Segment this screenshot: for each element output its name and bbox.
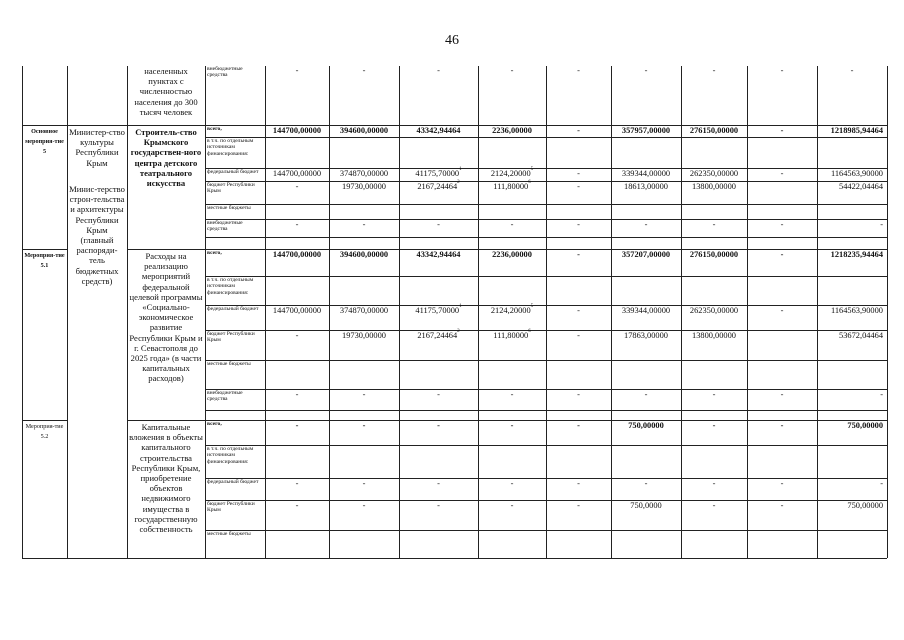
value-cell: 750,00000 [628, 421, 664, 430]
value-cell: - [712, 479, 716, 488]
value-cell: - [437, 421, 440, 430]
value-cell: 2236,00000 [492, 126, 532, 135]
value-cell: - [577, 66, 580, 75]
value-cell: 13800,00000 [692, 182, 736, 191]
value-cell: - [362, 66, 366, 75]
value-cell: 17863,00000 [624, 331, 668, 340]
value-cell: 111,80000$^6$ [493, 180, 531, 191]
funding-source: бюджет Республики Крым [207, 501, 255, 514]
value-cell: 357207,00000 [621, 250, 671, 259]
table-rule [205, 530, 887, 531]
table-rule [205, 204, 887, 205]
table-column-rule [205, 66, 206, 558]
measure-name: Капитальные вложения в объекты капитального строительства Республики Крым, приобретение объектов недвижимого имущества в государственную собственность [129, 422, 203, 535]
value-cell: - [780, 66, 784, 75]
value-cell: - [362, 390, 366, 399]
value-cell: 394600,00000 [339, 126, 389, 135]
table-rule [205, 410, 887, 411]
table-rule [205, 237, 887, 238]
value-cell: - [780, 501, 784, 510]
value-cell: 339344,00000 [621, 169, 671, 178]
funding-source: местные бюджеты [207, 361, 251, 367]
value-cell: - [295, 501, 299, 510]
table-rule [205, 558, 887, 559]
value-cell: 2236,00000 [492, 250, 532, 259]
funding-source: в т.ч. по отдельным источникам финансирования: [207, 446, 254, 465]
value-cell: - [295, 479, 299, 488]
value-cell: 750,0000 [630, 501, 662, 510]
value-cell: - [510, 220, 514, 229]
value-cell: - [510, 421, 514, 430]
value-cell: - [510, 501, 514, 510]
value-cell: 1164563,90000 [830, 306, 883, 315]
funding-source: всего, [207, 421, 222, 427]
value-cell: - [577, 182, 580, 191]
value-cell: - [437, 220, 440, 229]
value-cell: - [644, 66, 648, 75]
value-cell: - [644, 220, 648, 229]
value-cell: 18613,00000 [624, 182, 668, 191]
value-cell: - [295, 66, 299, 75]
value-cell: - [712, 421, 716, 430]
value-cell: 41175,70000$^1$ [415, 167, 462, 178]
value-cell: 2167,24464$^2$ [417, 329, 460, 340]
funding-source: внебюджетные средства [207, 220, 243, 233]
table-rule [205, 276, 887, 277]
table-rule [22, 249, 67, 250]
funding-source: в т.ч. по отдельным источникам финансирования: [207, 138, 254, 157]
value-cell: 54422,04464 [839, 182, 883, 191]
value-cell: 339344,00000 [621, 306, 671, 315]
funding-source: местные бюджеты [207, 205, 251, 211]
value-cell: - [644, 390, 648, 399]
value-cell: - [362, 501, 366, 510]
table-column-rule [887, 66, 888, 558]
value-cell: 374870,00000 [339, 169, 389, 178]
value-cell: - [850, 66, 854, 75]
table-rule [205, 137, 887, 138]
value-cell: - [780, 479, 784, 488]
value-cell: - [437, 390, 440, 399]
value-cell: 41175,70000$^1$ [415, 304, 462, 315]
value-cell: - [295, 331, 299, 340]
value-cell: - [780, 390, 784, 399]
value-cell: - [780, 421, 784, 430]
funding-source: федеральный бюджет [207, 169, 259, 175]
value-cell: - [577, 501, 580, 510]
value-cell: - [577, 390, 580, 399]
value-cell: - [577, 421, 580, 430]
value-cell: 144700,00000 [272, 306, 322, 315]
value-cell: 144700,00000 [272, 126, 322, 135]
value-cell: 43342,94464 [416, 126, 461, 135]
value-cell: - [780, 169, 784, 178]
value-cell: 53672,04464 [839, 331, 883, 340]
value-cell: - [437, 479, 440, 488]
table-rule [205, 445, 887, 446]
value-cell: - [577, 220, 580, 229]
value-cell: 43342,94464 [416, 250, 461, 259]
measure-name: Расходы на реализацию мероприятий федеральной целевой программы «Социально-экономическое развитие Республики Крым и г. Севастополя до 2025 года» (в части капитальных расходов) [129, 251, 203, 384]
value-cell: 262350,00000 [689, 306, 739, 315]
value-cell: - [577, 169, 580, 178]
value-cell: - [295, 182, 299, 191]
value-cell: - [510, 66, 514, 75]
value-cell: 1164563,90000 [830, 169, 883, 178]
funding-source: местные бюджеты [207, 531, 251, 537]
value-cell: - [362, 220, 366, 229]
value-cell: - [510, 390, 514, 399]
value-cell: - [880, 390, 883, 399]
value-cell: - [712, 501, 716, 510]
value-cell: 357957,00000 [621, 126, 671, 135]
value-cell: - [712, 66, 716, 75]
table-rule [22, 420, 67, 421]
table-rule [205, 360, 887, 361]
value-cell: 262350,00000 [689, 169, 739, 178]
value-cell: - [295, 390, 299, 399]
value-cell: 144700,00000 [272, 250, 322, 259]
value-cell: - [780, 220, 784, 229]
value-cell: - [362, 421, 366, 430]
value-cell: - [577, 479, 580, 488]
value-cell: - [712, 220, 716, 229]
table-rule [22, 558, 67, 559]
value-cell: 13800,00000 [692, 331, 736, 340]
funding-source: всего, [207, 126, 222, 132]
value-cell: 1218235,94464 [830, 250, 883, 259]
measure-label: Основное мероприя-тие 5 [25, 128, 64, 156]
value-cell: 19730,00000 [342, 182, 386, 191]
value-cell: - [780, 126, 784, 135]
measure-label: Мероприя-тие 5.1 [24, 252, 65, 270]
value-cell: 144700,00000 [272, 169, 322, 178]
value-cell: 1218985,94464 [830, 126, 883, 135]
value-cell: 276150,00000 [689, 126, 739, 135]
value-cell: 2124,20000$^5$ [490, 304, 534, 315]
value-cell: 276150,00000 [689, 250, 739, 259]
value-cell: - [712, 390, 716, 399]
funding-source: бюджет Республики Крым [207, 182, 255, 195]
measure-label: Мероприя-тие 5.2 [25, 423, 64, 441]
table-column-rule [67, 66, 68, 558]
value-cell: - [577, 306, 580, 315]
value-cell: - [577, 250, 580, 259]
executor-name: Министер-ство культуры Республики Крым [69, 127, 125, 168]
value-cell: - [880, 479, 883, 488]
value-cell: - [577, 331, 580, 340]
value-cell: 750,00000 [847, 501, 883, 510]
value-cell: - [780, 306, 784, 315]
funding-source: федеральный бюджет [207, 479, 259, 485]
value-cell: 374870,00000 [339, 306, 389, 315]
executor-name: Минис-терство строн-тельства и архитектуры Республики Крым (главный распоряди-тель бюджетных средств) [69, 184, 125, 286]
funding-source: бюджет Республики Крым [207, 331, 255, 344]
value-cell: - [880, 220, 883, 229]
value-cell: 750,00000 [847, 421, 883, 430]
value-cell: - [295, 421, 299, 430]
value-cell: 111,80000$^6$ [493, 329, 531, 340]
value-cell: 394600,00000 [339, 250, 389, 259]
value-cell: - [780, 250, 784, 259]
value-cell: - [510, 479, 514, 488]
measure-name: Строитель-ство Крымского государствен-ного центра детского театрального искусства [130, 127, 202, 189]
value-cell: - [437, 66, 440, 75]
value-cell: 2124,20000$^5$ [490, 167, 534, 178]
funding-source: внебюджетные средства [207, 390, 243, 403]
funding-source: внебюджетные средства [207, 66, 243, 79]
value-cell: - [577, 126, 580, 135]
table-column-rule [127, 66, 128, 558]
value-cell: 2167,24464$^2$ [417, 180, 460, 191]
value-cell: - [362, 479, 366, 488]
value-cell: 19730,00000 [342, 331, 386, 340]
value-cell: - [295, 220, 299, 229]
value-cell: - [437, 501, 440, 510]
funding-source: в т.ч. по отдельным источникам финансирования: [207, 277, 254, 296]
value-cell: - [644, 479, 648, 488]
measure-name-continued: населенных пунктах с численностью населения до 300 тысяч человек [134, 66, 198, 117]
funding-source: федеральный бюджет [207, 306, 259, 312]
funding-source: всего, [207, 250, 222, 256]
page-number: 46 [445, 33, 459, 48]
